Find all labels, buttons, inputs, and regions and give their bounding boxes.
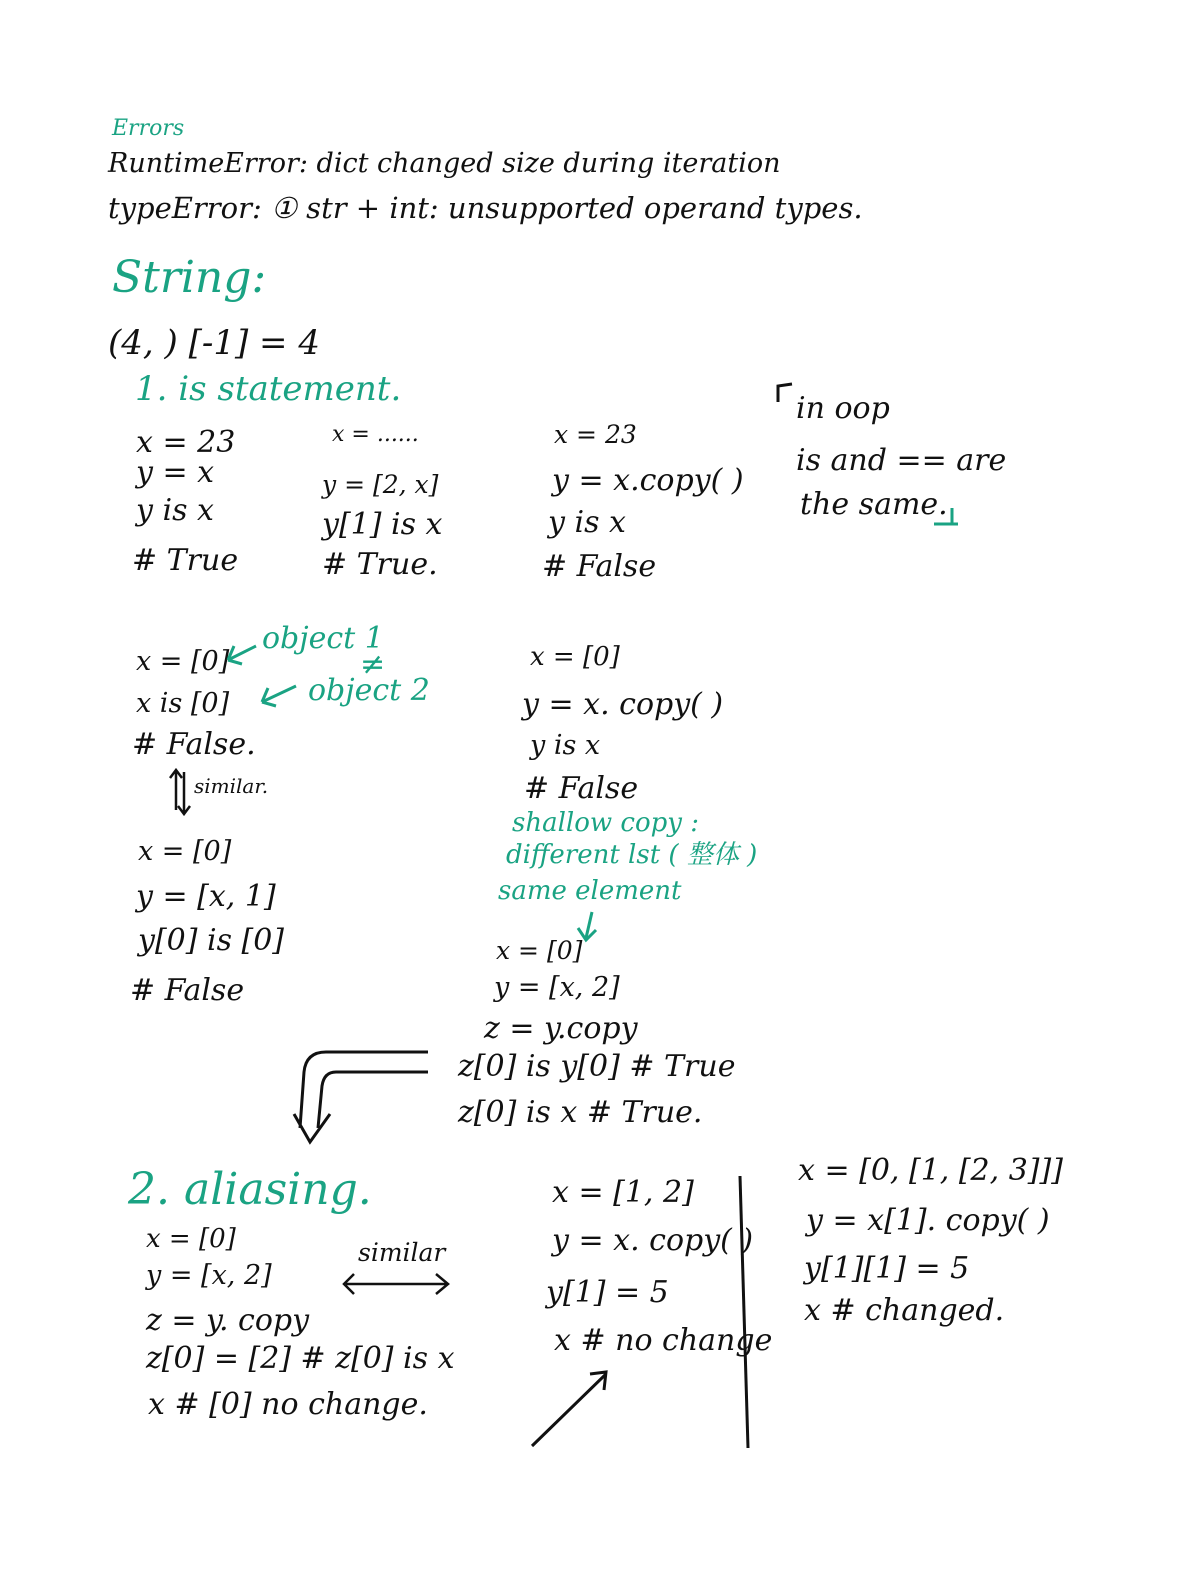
arrow-left-icon: [262, 686, 296, 706]
code-line: # False: [130, 973, 245, 1008]
oop-note-line: the same.: [800, 487, 948, 522]
code-line: # False.: [132, 727, 256, 762]
code-line: # False: [542, 549, 657, 584]
code-line: z = y.copy: [484, 1011, 638, 1046]
code-line: y = [2, x]: [322, 470, 439, 499]
arrow-left-icon: [228, 646, 256, 664]
code-line: y = [x, 2]: [146, 1260, 272, 1291]
code-line: z = y. copy: [146, 1303, 310, 1338]
corner-bracket-icon: [778, 384, 792, 402]
string-heading: String:: [112, 252, 267, 303]
code-line: # True.: [322, 547, 438, 582]
object2-note: object 2: [308, 673, 430, 708]
diagonal-arrow-icon: [532, 1372, 606, 1446]
code-line: z[0] is x # True.: [458, 1095, 703, 1130]
code-line: z[0] = [2] # z[0] is x: [146, 1341, 455, 1376]
up-arrow-icon: [170, 770, 182, 810]
code-line: y = [x, 2]: [494, 972, 620, 1003]
code-line: y = x: [136, 455, 215, 490]
code-line: x = 23: [136, 425, 236, 460]
code-line: x = [0, [1, [2, 3]]]: [798, 1153, 1063, 1188]
code-line: y[1] is x: [322, 507, 443, 542]
oop-note-line: is and == are: [796, 443, 1007, 478]
similar-note: similar.: [194, 774, 269, 798]
is-statement-heading: 1. is statement.: [135, 369, 402, 409]
code-line: x = [0]: [138, 836, 232, 867]
code-line: y = [x, 1]: [136, 879, 276, 914]
code-line: x = 23: [554, 420, 637, 449]
code-line: z[0] is y[0] # True: [458, 1049, 736, 1084]
code-line: x # changed.: [804, 1293, 1005, 1328]
code-line: y is x: [136, 493, 214, 528]
code-line: y[0] is [0]: [138, 923, 285, 958]
aliasing-similar: similar: [358, 1238, 446, 1267]
shallow-note-line: different lst ( 整体 ): [506, 840, 758, 870]
divider-line: [740, 1176, 748, 1448]
code-line: y[1][1] = 5: [804, 1251, 970, 1286]
code-line: x = [1, 2]: [552, 1175, 694, 1210]
code-line: y = x.copy( ): [552, 463, 744, 498]
code-line: y = x. copy( ): [552, 1223, 754, 1258]
code-line: # False: [524, 771, 639, 806]
double-arrow-icon: [344, 1274, 448, 1294]
object1-note: object 1: [262, 621, 384, 656]
shallow-note-line: shallow copy :: [512, 808, 699, 838]
code-line: y = x[1]. copy( ): [806, 1203, 1050, 1238]
bent-arrow-icon: [294, 1052, 428, 1142]
aliasing-heading: 2. aliasing.: [128, 1164, 372, 1215]
code-line: x = [0]: [530, 642, 620, 672]
shallow-note-line: same element: [498, 876, 682, 906]
code-line: # True: [132, 543, 239, 578]
runtime-error-line: RuntimeError: dict changed size during iteration: [108, 148, 781, 179]
code-line: y is x: [548, 505, 626, 540]
not-equal-mark: ≠: [360, 647, 386, 682]
code-line: x = [0]: [496, 936, 583, 965]
code-line: x is [0]: [136, 688, 230, 719]
type-error-line: typeError: ① str + int: unsupported operand types.: [108, 191, 863, 225]
code-line: x # no change: [554, 1323, 773, 1358]
code-line: x # [0] no change.: [148, 1387, 428, 1422]
oop-note-line: in oop: [796, 391, 890, 426]
code-line: x = ......: [332, 422, 419, 447]
errors-heading: Errors: [112, 116, 185, 141]
code-line: x = [0]: [146, 1224, 236, 1254]
code-line: y[1] = 5: [546, 1275, 669, 1310]
code-line: y = x. copy( ): [522, 687, 724, 722]
down-arrow-icon: [178, 772, 190, 814]
string-example: (4, ) [-1] = 4: [108, 323, 320, 363]
code-line: x = [0]: [136, 646, 230, 677]
code-line: y is x: [530, 730, 601, 761]
